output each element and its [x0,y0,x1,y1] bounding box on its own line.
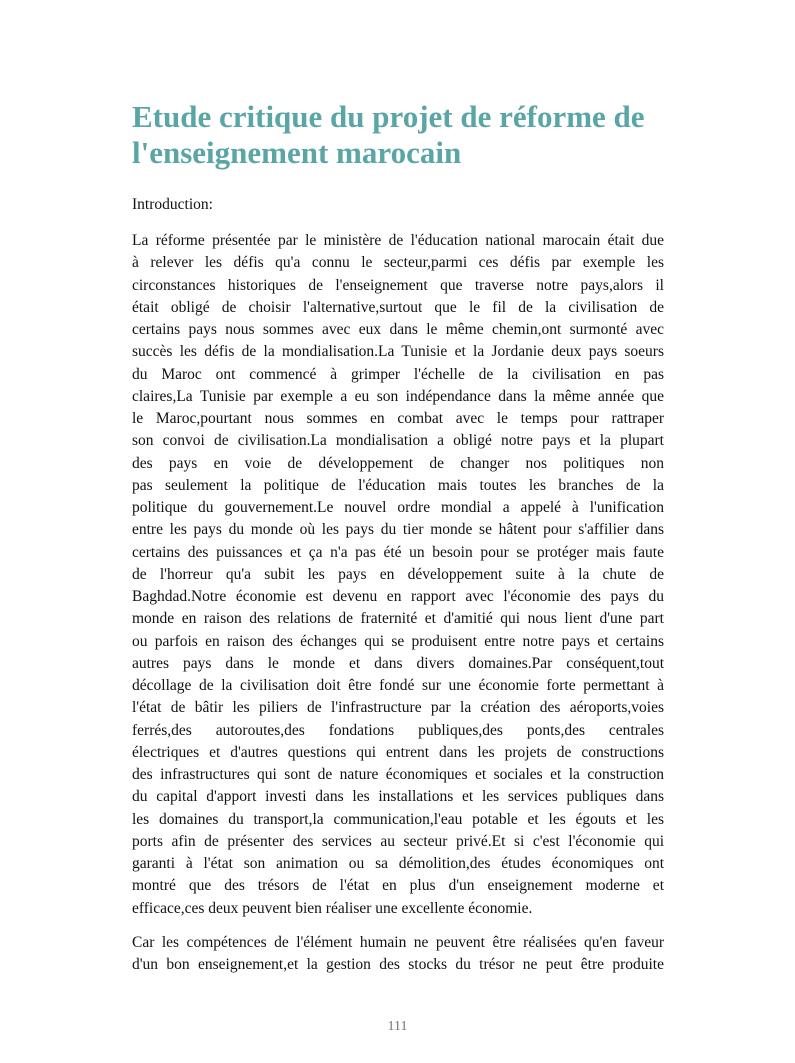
text-line: La réforme présentée par le ministère de l'éducation national marocain était due [132,232,664,249]
text-line: les domaines du transport,la communication,l'eau potable et les égouts et les [132,810,664,828]
text-line: son convoi de civilisation.La mondialisation a obligé notre pays et la plupart [132,432,664,450]
text-line: d'un bon enseignement,et la gestion des stocks du trésor ne peut être produite [132,956,664,974]
text-line: ferrés,des autoroutes,des fondations publiques,des ponts,des centrales [132,721,664,739]
text-line: du Maroc ont commencé à grimper l'échelle de la civilisation en pas [132,365,664,383]
text-line: certains des puissances et ça n'a pas été un besoin pour se protéger mais faute [132,543,664,561]
text-line: pas seulement la politique de l'éducation mais toutes les branches de la [132,476,664,494]
text-line: des infrastructures qui sont de nature économiques et sociales et la construction [132,766,664,783]
text-line: à relever les défis qu'a connu le secteur,parmi ces défis par exemple les [132,254,664,272]
text-line: décollage de la civilisation doit être fondé sur une économie forte permettant à [132,677,664,694]
text-line: garanti à l'état son animation ou sa démolition,des études économiques ont [132,855,664,872]
text-line: certains pays nous sommes avec eux dans le même chemin,ont surmonté avec [132,321,664,338]
text-line: autres pays dans le monde et dans divers domaines.Par conséquent,tout [132,654,664,672]
paragraph-1 [132,230,664,920]
text-line: monde en raison des relations de fraternité et d'amitié qui nous lient d'une part [132,610,664,628]
page-number: 111 [387,1019,408,1034]
text-line: claires,La Tunisie par exemple a eu son indépendance dans la même année que [132,387,664,405]
text-line: entre les pays du monde où les pays du tier monde se hâtent pour s'affilier dans [132,521,664,539]
text-line: Car les compétences de l'élément humain ne peuvent être réalisées qu'en faveur [132,934,664,951]
text-line: circonstances historiques de l'enseignement que traverse notre pays,alors il [132,276,664,294]
text-line: l'état de bâtir les piliers de l'infrastructure par la création des aéroports,voies [132,699,664,717]
paragraph-2 [132,932,664,977]
text-line: succès les défis de la mondialisation.La Tunisie et la Jordanie deux pays soeurs [132,343,664,361]
text-line: était obligé de choisir l'alternative,surtout que le fil de la civilisation de [132,298,664,316]
text-line: le Maroc,pourtant nous sommes en combat avec le temps pour rattraper [132,410,664,427]
text-line: du capital d'apport investi dans les installations et les services publiques dans [132,788,664,806]
text-line: de l'horreur qu'a subit les pays en développement suite à la chute de [132,565,664,583]
document-title: Etude critique du projet de réforme de l'enseignement marocain [132,99,645,170]
text-line: efficace,ces deux peuvent bien réaliser une excellente économie. [132,899,533,917]
text-line: politique du gouvernement.Le nouvel ordre mondial a appelé à l'unification [132,499,664,516]
text-line: électriques et d'autres questions qui entrent dans les projets de constructions [132,743,664,761]
introduction-heading: Introduction: [132,196,213,213]
text-line: ports afin de présenter des services au secteur privé.Et si c'est l'économie qui [132,832,664,850]
text-line: ou parfois en raison des échanges qui se produisent entre notre pays et certains [132,632,664,650]
text-line: montré que des trésors de l'état en plus d'un enseignement moderne et [132,877,664,895]
text-line: Baghdad.Notre économie est devenu en rapport avec l'économie des pays du [132,588,664,605]
text-line: des pays en voie de développement de changer nos politiques non [132,454,664,472]
